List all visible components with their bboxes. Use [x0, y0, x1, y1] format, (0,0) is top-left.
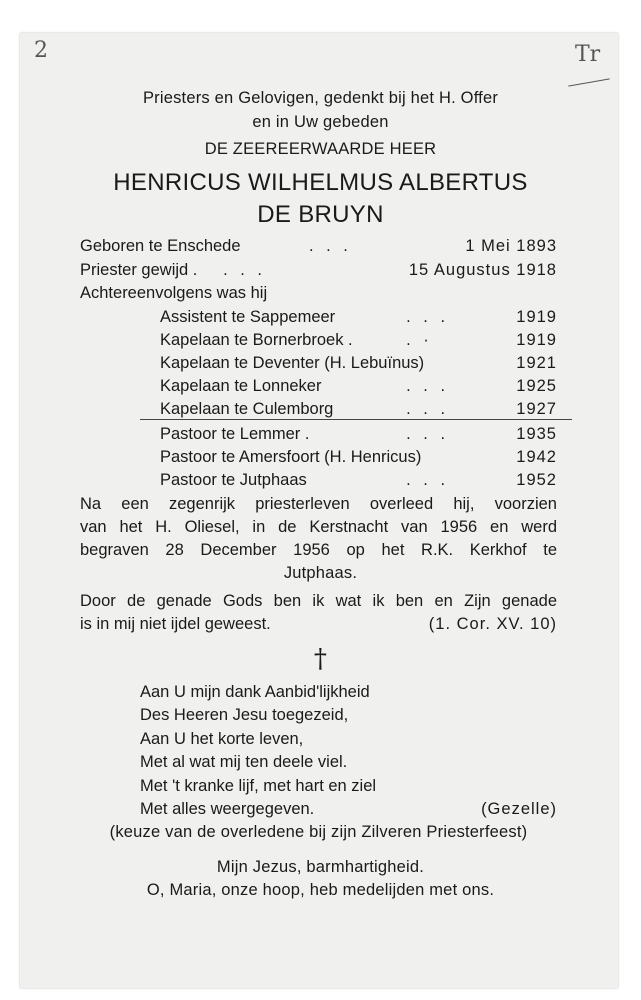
poem-note: (keuze van de overledene bij zijn Zilveren Priesterfeest)	[109, 823, 528, 841]
fact-label: Geboren te Enschede	[80, 237, 241, 255]
obituary-line: van het H. Oliesel, in de Kerstnacht van 1956 en werd	[80, 518, 557, 536]
handwritten-number: 2	[34, 38, 48, 63]
career-position: Kapelaan te Deventer (H. Lebuïnus)	[160, 354, 425, 372]
career-position: Pastoor te Jutphaas	[160, 471, 307, 489]
invocation-line2: en in Uw gebeden	[252, 113, 389, 131]
poem-line: Des Heeren Jesu toegezeid,	[140, 706, 349, 725]
poem-line: Aan U het korte leven,	[140, 729, 304, 748]
leader-dots: . . .	[406, 425, 450, 443]
quote-reference: (1. Cor. XV. 10)	[428, 615, 557, 633]
invocation-line1: Priesters en Gelovigen, gedenkt bij het H. Offer	[142, 89, 499, 107]
poem-line: Met al wat mij ten deele viel.	[140, 753, 348, 772]
leader-dots: . . .	[406, 400, 450, 418]
career-year: 1952	[516, 471, 557, 489]
quote-line: Door de genade Gods ben ik wat ik ben en Zijn genade	[80, 592, 557, 610]
career-position: Kapelaan te Bornerbroek .	[160, 331, 353, 349]
career-position: Pastoor te Amersfoort (H. Henricus)	[160, 448, 422, 466]
handwritten-initials: Tr	[575, 42, 601, 67]
leader-dots: . . .	[308, 237, 352, 255]
poem-line: Met alles weergegeven.	[140, 800, 315, 818]
fact-value: 1 Mei 1893	[465, 237, 557, 255]
deceased-surname: DE BRUYN	[257, 201, 384, 228]
cross-icon: †	[313, 644, 328, 674]
leader-dots: . . .	[406, 471, 450, 489]
deceased-name: HENRICUS WILHELMUS ALBERTUS	[113, 169, 528, 196]
leader-dots: . . .	[406, 308, 450, 326]
career-year: 1921	[516, 354, 557, 372]
prayer-line: O, Maria, onze hoop, heb medelijden met ons.	[146, 881, 495, 899]
fact-label: Priester gewijd .	[80, 261, 198, 279]
fact-value: 15 Augustus 1918	[408, 261, 557, 279]
career-year: 1919	[516, 308, 557, 326]
leader-dots: . ·	[406, 331, 433, 349]
career-year: 1919	[516, 331, 557, 349]
career-year: 1942	[516, 448, 557, 466]
career-position: Kapelaan te Lonneker	[160, 377, 322, 395]
career-position: Pastoor te Lemmer .	[160, 425, 310, 443]
career-year: 1927	[516, 400, 557, 418]
leader-dots: . . .	[223, 261, 267, 279]
leader-dots: . . .	[406, 377, 450, 395]
obituary-line: Na een zegenrijk priesterleven overleed hij, voorzien	[80, 495, 557, 513]
career-position: Assistent te Sappemeer	[160, 308, 336, 326]
divider-line	[140, 419, 572, 420]
career-year: 1935	[516, 425, 557, 443]
career-position: Kapelaan te Culemborg	[160, 400, 334, 418]
obituary-last-line: Jutphaas.	[283, 564, 358, 582]
quote-line: is in mij niet ijdel geweest.	[80, 615, 271, 633]
honorific-title: DE ZEEREERWAARDE HEER	[204, 140, 437, 158]
obituary-line: begraven 28 December 1956 op het R.K. Kerkhof te	[80, 541, 557, 559]
poem-line: Aan U mijn dank Aanbid'lijkheid	[140, 683, 370, 701]
prayer-line: Mijn Jezus, barmhartigheid.	[216, 858, 425, 876]
career-year: 1925	[516, 377, 557, 395]
poem-author: (Gezelle)	[481, 800, 557, 818]
career-intro-text: Achtereenvolgens was hij	[80, 284, 268, 302]
poem-line: Met 't kranke lijf, met hart en ziel	[140, 776, 377, 795]
